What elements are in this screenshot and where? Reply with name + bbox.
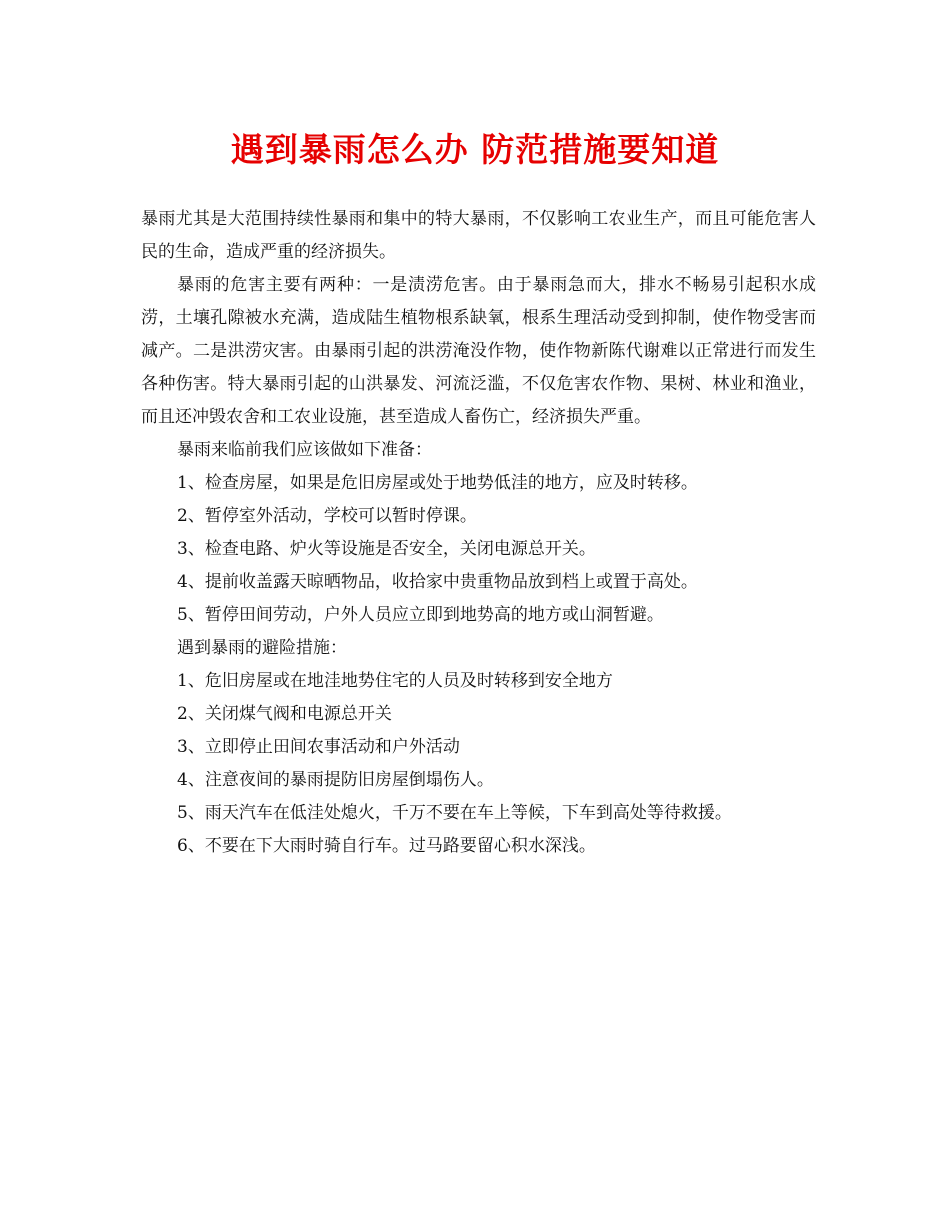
avoidance-item: 4、注意夜间的暴雨提防旧房屋倒塌伤人。 [177,770,494,790]
document-title: 遇到暴雨怎么办 防范措施要知道 [230,130,720,169]
hazards-paragraph: 暴雨的危害主要有两种：一是渍涝危害。由于暴雨急而大，排水不畅易引起积水成涝，土壤孔隙被水充满，造成陆生植物根系缺氧，根系生理活动受到抑制，使作物受害而减产。二是洪涝灾害。由暴雨引起的洪涝淹没作物，使作物新陈代谢难以正常进行而发生各种伤害。特大暴雨引起的山洪暴发、河流泛滥，不仅危害农作物、果树、林业和渔业，而且还冲毁农舍和工农业设施，甚至造成人畜伤亡，经济损失严重。 [141,275,816,427]
preparation-item: 2、暂停室外活动，学校可以暂时停课。 [177,506,477,526]
preparation-item: 1、检查房屋，如果是危旧房屋或处于地势低洼的地方，应及时转移。 [177,473,698,493]
preparation-item: 4、提前收盖露天晾晒物品，收拾家中贵重物品放到档上或置于高处。 [177,572,698,592]
preparation-heading: 暴雨来临前我们应该做如下准备： [177,440,432,460]
avoidance-item: 1、危旧房屋或在地洼地势住宅的人员及时转移到安全地方 [177,671,613,691]
avoidance-item: 3、立即停止田间农事活动和户外活动 [177,737,460,757]
preparation-item: 3、检查电路、炉火等设施是否安全，关闭电源总开关。 [177,539,596,559]
avoidance-heading: 遇到暴雨的避险措施： [177,638,347,658]
avoidance-item: 2、关闭煤气阀和电源总开关 [177,704,392,724]
intro-paragraph: 暴雨尤其是大范围持续性暴雨和集中的特大暴雨，不仅影响工农业生产，而且可能危害人民的生命，造成严重的经济损失。 [141,209,816,262]
document-body [141,203,816,863]
avoidance-item: 6、不要在下大雨时骑自行车。过马路要留心积水深浅。 [177,836,596,856]
preparation-item: 5、暂停田间劳动，户外人员应立即到地势高的地方或山洞暂避。 [177,605,664,625]
avoidance-item: 5、雨天汽车在低洼处熄火，千万不要在车上等候，下车到高处等待救援。 [177,803,732,823]
